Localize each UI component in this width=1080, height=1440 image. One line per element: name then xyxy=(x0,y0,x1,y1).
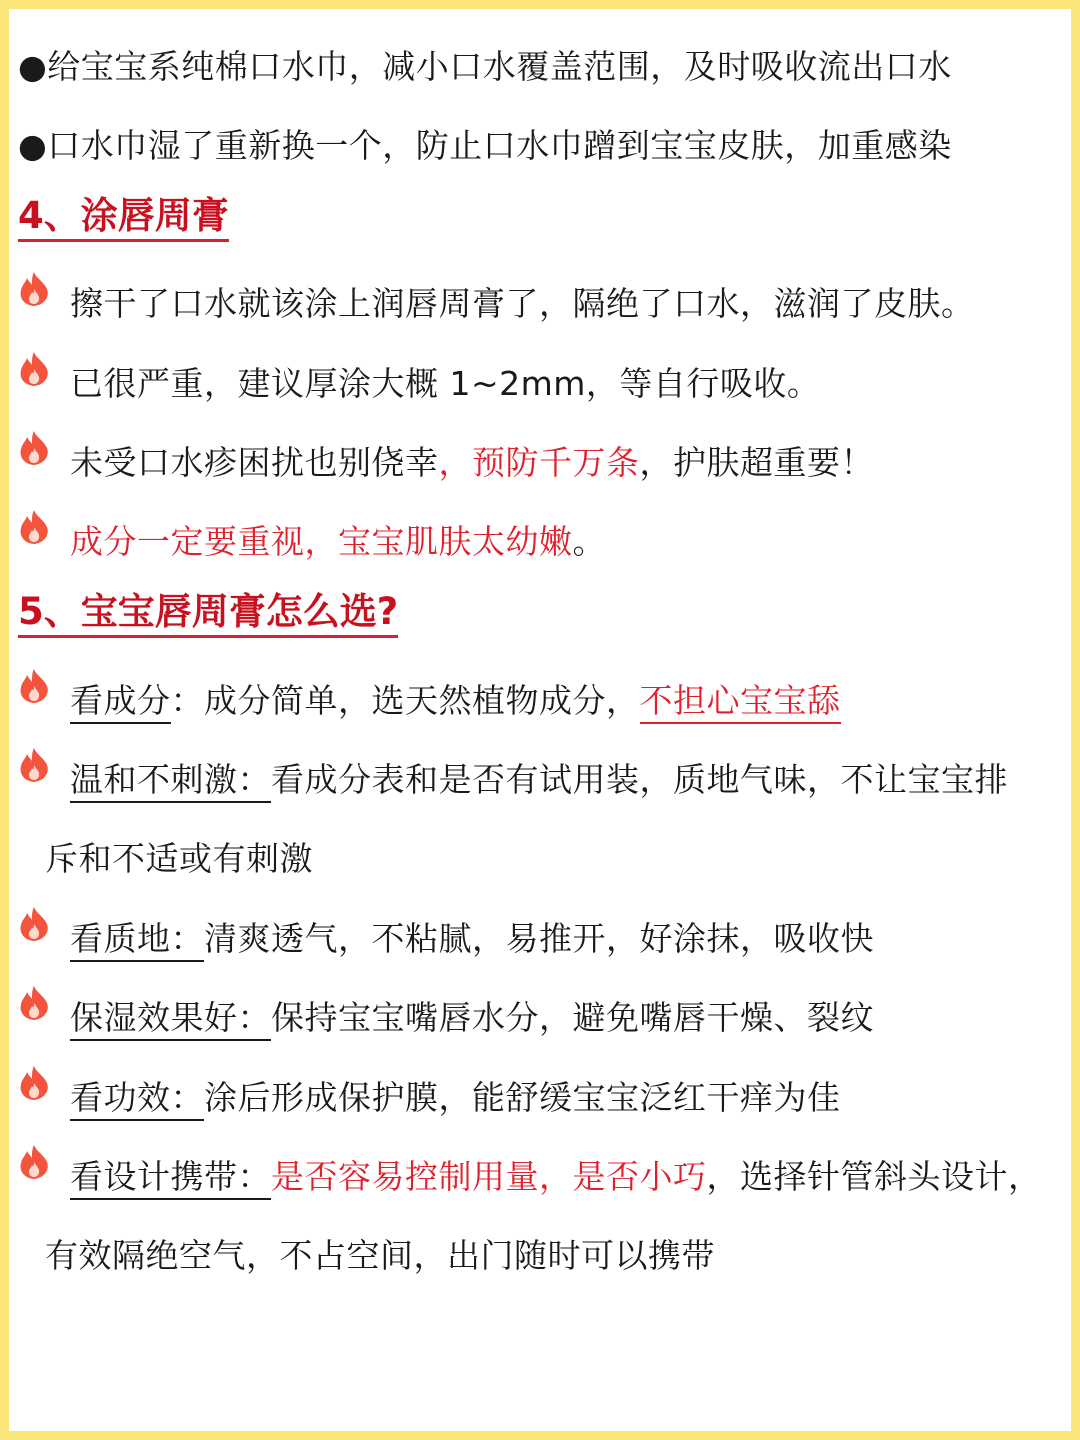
content-card xyxy=(9,9,1071,1431)
fire-icon xyxy=(17,351,51,387)
bullet-item xyxy=(18,126,1071,166)
item-text: 。 xyxy=(572,522,606,561)
item-label: 看功效： xyxy=(70,1078,204,1121)
fire-icon xyxy=(17,430,51,466)
list-item xyxy=(70,1157,1071,1197)
item-highlight: 是否容易控制用量，是否小巧 xyxy=(271,1157,707,1196)
fire-icon xyxy=(17,906,51,942)
item-text: ，护肤超重要！ xyxy=(639,443,874,482)
bullet-text: 给宝宝系纯棉口水巾，减小口水覆盖范围，及时吸收流出口水 xyxy=(47,47,952,86)
item-label: 看质地： xyxy=(70,919,204,962)
item-text: ：成分简单，选天然植物成分， xyxy=(170,681,640,720)
item-label: 看设计携带： xyxy=(70,1157,271,1200)
item-text: 涂后形成保护膜，能舒缓宝宝泛红干痒为佳 xyxy=(204,1078,841,1117)
item-highlight: 不担心宝宝舔 xyxy=(640,681,841,724)
fire-icon xyxy=(17,985,51,1021)
bullet-dot: ● xyxy=(18,126,48,165)
bullet-dot: ● xyxy=(18,47,48,86)
list-item xyxy=(70,998,1071,1038)
list-item: 擦干了口水就该涂上润唇周膏了，隔绝了口水，滋润了皮肤。 xyxy=(70,284,975,323)
section-heading: 5、宝宝唇周膏怎么选? xyxy=(18,590,398,638)
item-text: 清爽透气，不粘腻，易推开，好涂抹，吸收快 xyxy=(204,919,874,958)
fire-icon xyxy=(17,668,51,704)
item-highlight: ，预防千万条 xyxy=(438,443,640,482)
bullet-item xyxy=(18,47,1071,87)
list-item-continuation: 有效隔绝空气，不占空间，出门随时可以携带 xyxy=(45,1236,715,1275)
fire-icon xyxy=(17,1144,51,1180)
item-label: 温和不刺激： xyxy=(70,760,271,803)
list-item xyxy=(70,760,1071,800)
item-text: 未受口水疹困扰也别侥幸 xyxy=(70,443,439,482)
item-highlight: 成分一定要重视，宝宝肌肤太幼嫩 xyxy=(70,522,573,561)
list-item xyxy=(70,522,1071,562)
list-item xyxy=(70,919,1071,959)
fire-icon xyxy=(17,1065,51,1101)
list-item xyxy=(70,443,1071,483)
fire-icon xyxy=(17,271,51,307)
list-item xyxy=(70,1078,1071,1118)
item-text: ，选择针管斜头设计， xyxy=(706,1157,1042,1196)
item-text: 保持宝宝嘴唇水分，避免嘴唇干燥、裂纹 xyxy=(271,998,874,1037)
list-item: 已很严重，建议厚涂大概 1~2mm，等自行吸收。 xyxy=(70,364,821,403)
fire-icon xyxy=(17,509,51,545)
bullet-text: 口水巾湿了重新换一个，防止口水巾蹭到宝宝皮肤，加重感染 xyxy=(47,126,952,165)
section-heading: 4、涂唇周膏 xyxy=(18,194,229,242)
item-label: 保湿效果好： xyxy=(70,998,271,1041)
item-label: 看成分 xyxy=(70,681,171,724)
list-item-continuation: 斥和不适或有刺激 xyxy=(45,839,313,878)
fire-icon xyxy=(17,747,51,783)
list-item xyxy=(70,681,1071,721)
item-text: 看成分表和是否有试用装，质地气味，不让宝宝排 xyxy=(271,760,1008,799)
